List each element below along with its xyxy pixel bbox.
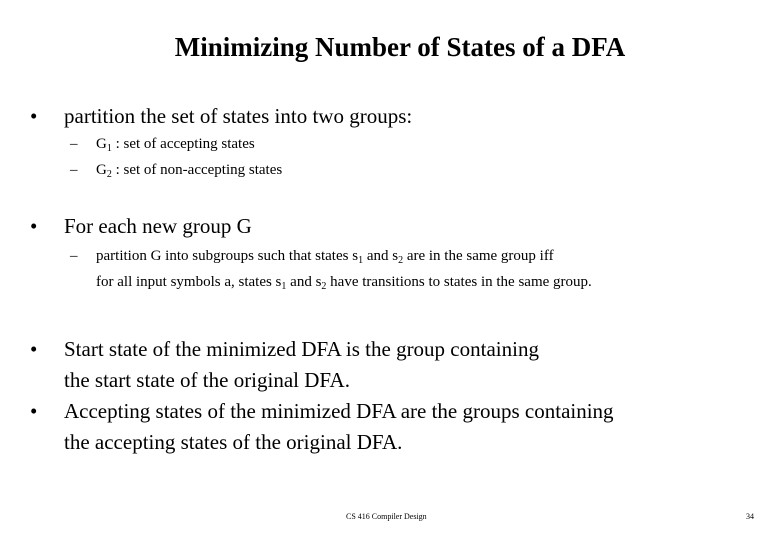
dash-marker: – xyxy=(70,136,78,152)
subitem-desc: : set of accepting states xyxy=(111,136,255,152)
subscript: 2 xyxy=(106,169,112,180)
subitem-text xyxy=(70,131,255,157)
text-fragment: are in the same group iff xyxy=(403,248,554,264)
subitem-text xyxy=(70,157,282,183)
bullet-new-group xyxy=(30,211,252,242)
subitem-g1 xyxy=(70,131,255,157)
bullet-marker: • xyxy=(30,337,38,361)
subscript: 1 xyxy=(106,143,112,154)
bullet-text-line1: Start state of the minimized DFA is the group containing xyxy=(64,337,539,361)
bullet-text: For each new group G xyxy=(64,214,252,238)
bullet-text-line2: the accepting states of the original DFA. xyxy=(64,430,403,454)
subscript: 2 xyxy=(321,281,327,292)
subitem-g2 xyxy=(70,157,282,183)
bullet-text-line1: Accepting states of the minimized DFA are the groups containing xyxy=(64,399,614,423)
group-letter: G xyxy=(96,162,107,178)
text-fragment: for all input symbols a, states s xyxy=(96,274,282,290)
text-fragment: have transitions to states in the same group. xyxy=(326,274,592,290)
subscript: 1 xyxy=(358,255,364,266)
bullet-partition xyxy=(30,101,412,132)
subscript: 1 xyxy=(281,281,287,292)
dash-marker: – xyxy=(70,248,78,264)
footer-page-number: 34 xyxy=(746,512,754,521)
text-fragment: and s xyxy=(363,248,399,264)
slide-title: Minimizing Number of States of a DFA xyxy=(174,32,626,62)
footer-course: CS 416 Compiler Design xyxy=(346,512,427,521)
bullet-marker: • xyxy=(30,399,38,423)
text-fragment: partition G into subgroups such that states s xyxy=(96,248,359,264)
subitem-text-line1 xyxy=(70,243,592,269)
dash-marker: – xyxy=(70,162,78,178)
bullet-text-line2: the start state of the original DFA. xyxy=(64,368,350,392)
bullet-marker: • xyxy=(30,104,38,128)
subitem-desc: : set of non-accepting states xyxy=(111,162,283,178)
bullet-marker: • xyxy=(30,214,38,238)
bullet-accepting-states xyxy=(30,396,614,458)
subscript: 2 xyxy=(398,255,404,266)
text-fragment: and s xyxy=(286,274,322,290)
subitem-partition-rule xyxy=(70,243,592,295)
bullet-text: partition the set of states into two groups: xyxy=(64,104,413,128)
bullet-start-state xyxy=(30,334,539,396)
subitem-text-line2 xyxy=(70,269,592,295)
group-letter: G xyxy=(96,136,107,152)
